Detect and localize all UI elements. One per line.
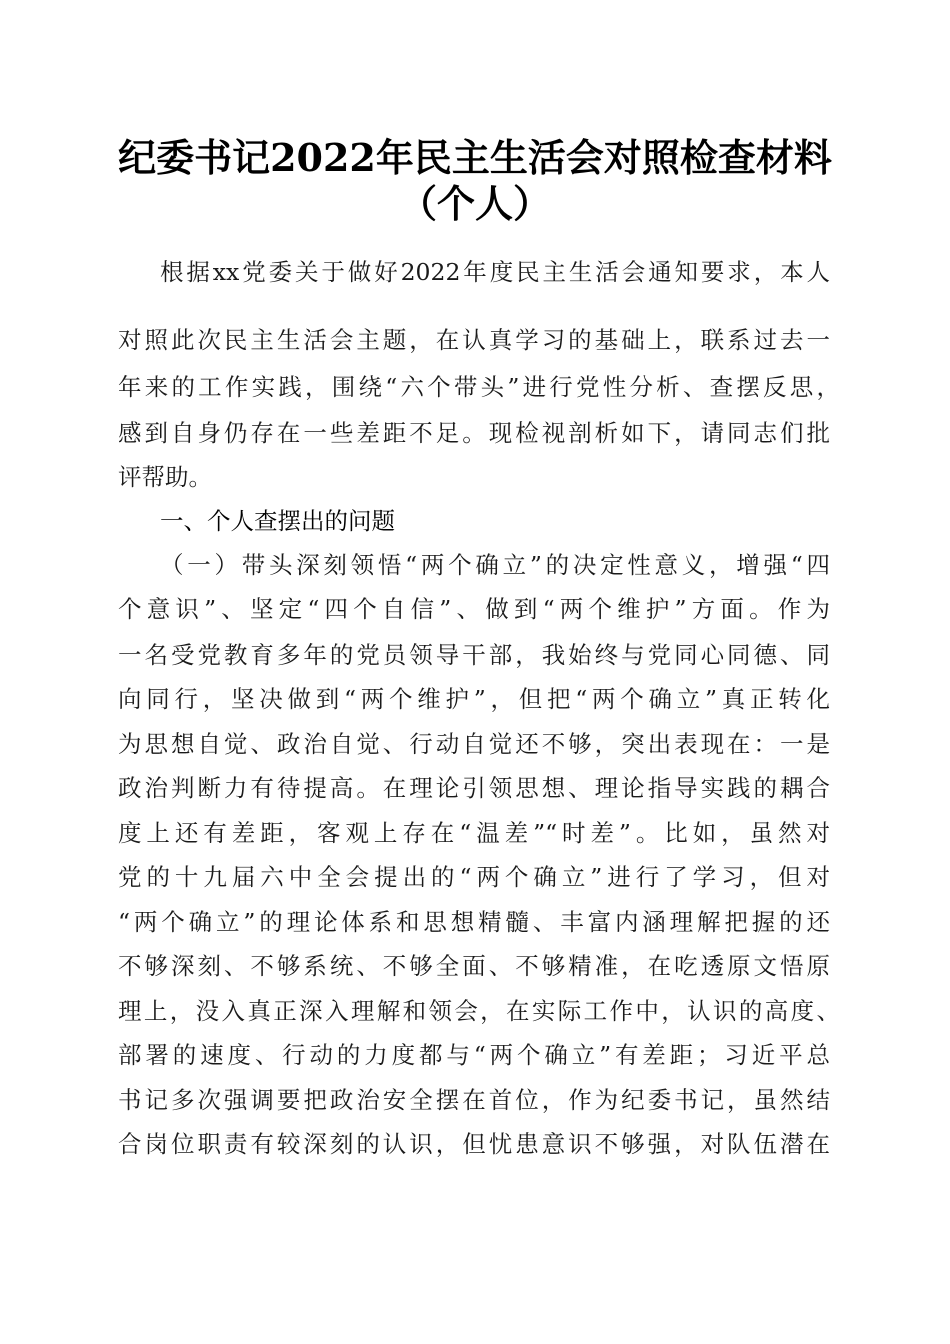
body-line: 部署的速度、行动的力度都与“两个确立”有差距；习近平总 [118, 1041, 830, 1069]
body-line: 个意识”、坚定“四个自信”、做到“两个维护”方面。作为 [118, 595, 830, 623]
body-line: 一名受党教育多年的党员领导干部，我始终与党同心同德、同 [118, 641, 830, 669]
body-line: 度上还有差距，客观上存在“温差”“时差”。比如，虽然对 [118, 819, 830, 847]
section-heading: 一、个人查摆出的问题 [160, 507, 395, 535]
body-line: 理上，没入真正深入理解和领会，在实际工作中，认识的高度、 [118, 997, 840, 1025]
body-line: （一）带头深刻领悟“两个确立”的决定性意义，增强“四 [160, 551, 830, 579]
body-line: 政治判断力有待提高。在理论引领思想、理论指导实践的耦合 [118, 774, 830, 802]
intro-line: 评帮助。 [118, 463, 212, 491]
intro-line: 感到自身仍存在一些差距不足。现检视剖析如下，请同志们批 [118, 419, 830, 447]
body-line: 不够深刻、不够系统、不够全面、不够精准，在吃透原文悟原 [118, 952, 830, 980]
intro-line: 对照此次民主生活会主题，在认真学习的基础上，联系过去一 [118, 326, 830, 354]
document-subtitle: （个人） [398, 181, 551, 226]
intro-line: 年来的工作实践，围绕“六个带头”进行党性分析、查摆反思， [118, 373, 840, 401]
intro-line: 根据xx党委关于做好2022年度民主生活会通知要求，本人 [160, 258, 830, 286]
document-title: 纪委书记2022年民主生活会对照检查材料 [118, 135, 832, 180]
body-line: 向同行，坚决做到“两个维护”，但把“两个确立”真正转化 [118, 685, 830, 713]
body-line: “两个确立”的理论体系和思想精髓、丰富内涵理解把握的还 [118, 908, 830, 936]
body-line: 为思想自觉、政治自觉、行动自觉还不够，突出表现在：一是 [118, 730, 830, 758]
body-line: 书记多次强调要把政治安全摆在首位，作为纪委书记，虽然结 [118, 1086, 830, 1114]
body-line: 党的十九届六中全会提出的“两个确立”进行了学习，但对 [118, 863, 830, 891]
body-line: 合岗位职责有较深刻的认识，但忧患意识不够强，对队伍潜在 [118, 1130, 830, 1158]
